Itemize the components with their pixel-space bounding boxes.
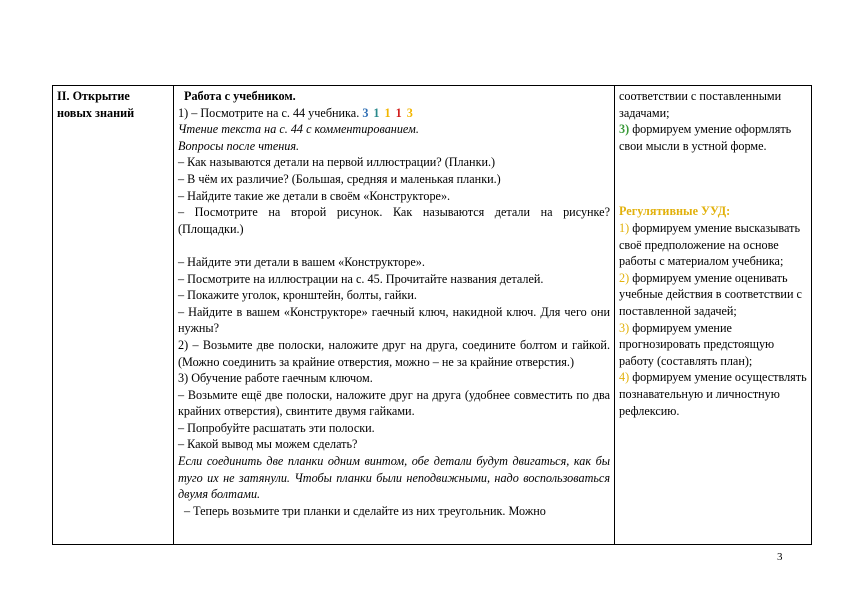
regulative-item-4-text: формируем умение осуществлять познавательную и личностную рефлексию. <box>619 370 807 418</box>
question-1: – Как называются детали на первой иллюстрации? (Планки.) <box>178 155 496 170</box>
activity-line-1-text: 1) – Посмотрите на с. 44 учебника. <box>178 105 360 120</box>
last-line: – Теперь возьмите три планки и сделайте из них треугольник. Можно <box>184 503 546 518</box>
uud-top-2-number: 3) <box>619 122 630 137</box>
regulative-item-2 <box>619 270 807 320</box>
question-2: – В чём их различие? (Большая, средняя и маленькая планки.) <box>178 171 501 186</box>
uud-cell <box>615 86 812 545</box>
regulative-item-4 <box>619 369 807 419</box>
stage-title-line2: новых знаний <box>57 105 135 120</box>
question-6: – Посмотрите на иллюстрации на с. 45. Прочитайте названия деталей. <box>178 271 544 286</box>
marker-5: 3 <box>406 105 413 120</box>
question-5: – Найдите эти детали в вашем «Конструкторе». <box>178 254 425 269</box>
regulative-item-3 <box>619 320 807 370</box>
table-row <box>53 86 812 545</box>
uud-top-2 <box>619 121 807 154</box>
activity-line-1 <box>178 105 610 122</box>
uud-top-1: соответствии с поставленными задачами; <box>619 89 782 120</box>
stage-cell <box>53 86 174 545</box>
activity-cell <box>174 86 615 545</box>
regulative-item-1-number: 1) <box>619 220 630 235</box>
marker-2: 1 <box>373 105 380 120</box>
lesson-table <box>52 85 812 545</box>
regulative-item-4-number: 4) <box>619 370 630 385</box>
question-13: – Какой вывод мы можем сделать? <box>178 437 358 452</box>
page-number: 3 <box>777 551 783 563</box>
question-9: 2) – Возьмите две полоски, наложите друг на друга, соедините болтом и гайкой. (Можно соединить за крайние отверстия, можно – не за крайние отверстия.) <box>178 337 610 369</box>
regulative-item-3-text: формируем умение прогнозировать предстоящую работу (составлять план); <box>619 320 775 368</box>
reading-instruction: Чтение текста на с. 44 с комментированием. <box>178 122 419 137</box>
question-7: – Покажите уголок, кронштейн, болты, гайки. <box>178 288 417 303</box>
regulative-item-2-text: формируем умение оценивать учебные действия в соответствии с поставленной задачей; <box>619 270 802 318</box>
conclusion-text: Если соединить две планки одним винтом, обе детали будут двигаться, как бы туго их не затянули. Чтобы планки были неподвижными, надо воспользоваться двумя болтами. <box>178 454 610 502</box>
regulative-item-1 <box>619 220 807 270</box>
question-4: – Посмотрите на второй рисунок. Как называются детали на рисунке? (Площадки.) <box>178 205 610 236</box>
questions-title: Вопросы после чтения. <box>178 138 300 153</box>
question-12: – Попробуйте расшатать эти полоски. <box>178 420 375 435</box>
uud-top-2-text: формируем умение оформлять свои мысли в устной форме. <box>619 122 792 153</box>
stage-title-line1: II. Открытие <box>57 89 130 103</box>
question-10: 3) Обучение работе гаечным ключом. <box>178 371 373 386</box>
regulative-item-2-number: 2) <box>619 270 630 285</box>
regulative-item-3-number: 3) <box>619 320 630 335</box>
question-8: – Найдите в вашем «Конструкторе» гаечный ключ, накидной ключ. Для чего они нужны? <box>178 304 610 336</box>
question-3: – Найдите такие же детали в своём «Конструкторе». <box>178 188 451 203</box>
question-11: – Возьмите ещё две полоски, наложите друг на друга (удобнее совместить по два крайних отверстия), свинтите двумя гайками. <box>178 387 610 419</box>
regulative-item-1-text: формируем умение высказывать своё предположение на основе работы с материалом учебника; <box>619 220 801 269</box>
marker-3: 1 <box>384 105 391 120</box>
marker-1: 3 <box>362 105 369 120</box>
activity-heading: Работа с учебником. <box>184 89 296 103</box>
marker-4: 1 <box>395 105 402 120</box>
regulative-title: Регулятивные УУД: <box>619 204 731 219</box>
